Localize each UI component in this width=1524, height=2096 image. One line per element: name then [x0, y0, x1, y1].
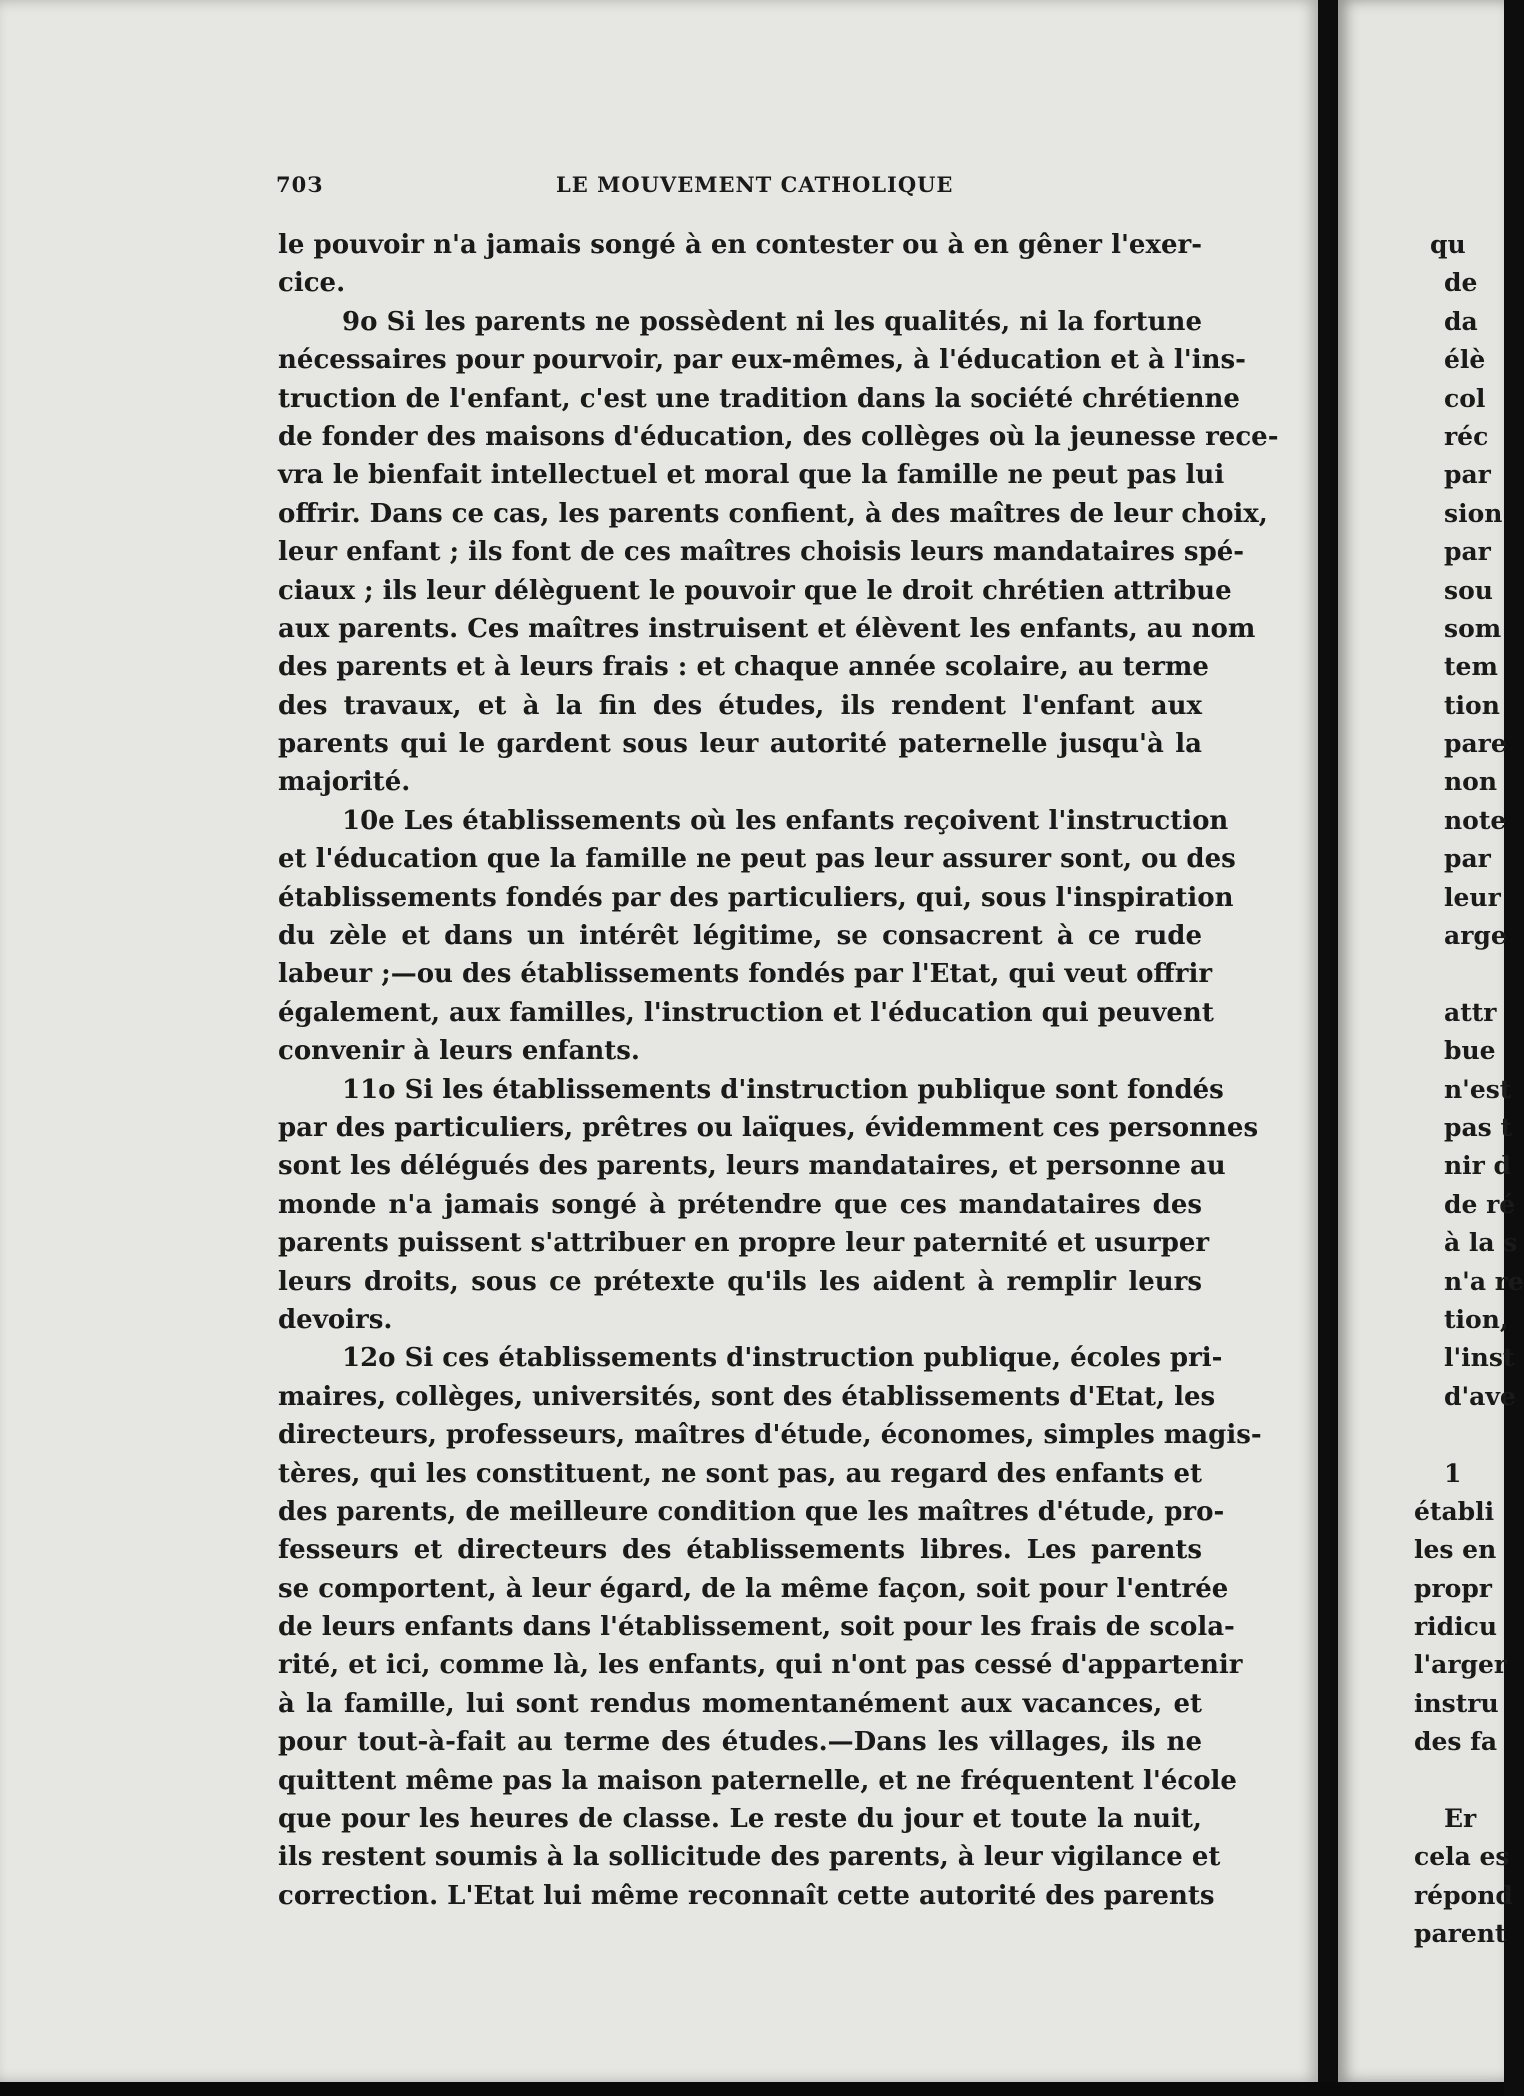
- fragment-line: l'arger: [1414, 1650, 1508, 1680]
- text-line: des parents et à leurs frais : et chaque année scolaire, au terme: [278, 652, 1209, 683]
- text-line: de leurs enfants dans l'établissement, soit pour les frais de scola-: [278, 1612, 1235, 1643]
- text-line: rité, et ici, comme là, les enfants, qui n'ont pas cessé d'appartenir: [278, 1650, 1243, 1681]
- fragment-line: à la s: [1444, 1228, 1518, 1258]
- fragment-line: bue: [1444, 1036, 1496, 1066]
- text-line: parents qui le gardent sous leur autorité paternelle jusqu'à la: [278, 729, 1202, 760]
- text-line: leur enfant ; ils font de ces maîtres choisis leurs mandataires spé-: [278, 537, 1245, 568]
- text-line: se comportent, à leur égard, de la même façon, soit pour l'entrée: [278, 1573, 1229, 1604]
- text-line: cice.: [278, 268, 346, 299]
- text-line: établissements fondés par des particuliers, qui, sous l'inspiration: [278, 882, 1234, 913]
- fragment-line: des fa: [1414, 1727, 1498, 1757]
- fragment-line: l'inst: [1444, 1343, 1515, 1373]
- fragment-line: par: [1444, 460, 1491, 490]
- text-line: également, aux familles, l'instruction et l'éducation qui peuvent: [278, 997, 1214, 1028]
- fragment-line: [1414, 1416, 1524, 1454]
- page-number: 70З: [276, 172, 324, 197]
- text-line: fesseurs et directeurs des établissements libres. Les parents: [278, 1535, 1202, 1566]
- fragment-line: d'ave: [1444, 1381, 1516, 1411]
- text-line: majorité.: [278, 767, 411, 798]
- fragment-line: sou: [1444, 575, 1493, 605]
- fragment-line: tion: [1444, 690, 1500, 720]
- fragment-line: nir d: [1444, 1151, 1512, 1181]
- fragment-line: arge: [1444, 921, 1507, 951]
- text-line: 10e Les établissements où les enfants reçoivent l'instruction: [342, 805, 1229, 836]
- text-line: des travaux, et à la fin des études, ils rendent l'enfant aux: [278, 690, 1202, 721]
- fragment-line: établi: [1414, 1496, 1495, 1526]
- text-line: pour tout-à-fait au terme des études.—Dans les villages, ils ne: [278, 1727, 1202, 1758]
- text-line: tères, qui les constituent, ne sont pas, au regard des enfants et: [278, 1458, 1202, 1489]
- text-line: correction. L'Etat lui même reconnaît cette autorité des parents: [278, 1880, 1215, 1911]
- text-line: labeur ;—ou des établissements fondés par l'Etat, qui veut offrir: [278, 959, 1213, 990]
- right-page-fragment: [1338, 0, 1524, 2082]
- fragment-line: [1414, 955, 1524, 993]
- running-head: LE MOUVEMENT CATHOLIQUE: [556, 172, 954, 197]
- fragment-line: pare: [1444, 729, 1507, 759]
- fragment-line: instru: [1414, 1688, 1499, 1718]
- fragment-line: cela es: [1414, 1842, 1510, 1872]
- scan-border: [0, 2082, 1504, 2096]
- fragment-line: tion,: [1444, 1304, 1509, 1334]
- fragment-line: réc: [1444, 421, 1489, 451]
- text-line: 9o Si les parents ne possèdent ni les qualités, ni la fortune: [342, 306, 1202, 337]
- fragment-line: parent: [1414, 1919, 1507, 1949]
- fragment-line: qu: [1430, 230, 1466, 259]
- fragment-line: [1414, 1762, 1524, 1800]
- text-line: ciaux ; ils leur délèguent le pouvoir que le droit chrétien attribue: [278, 575, 1232, 606]
- fragment-line: attr: [1444, 997, 1497, 1027]
- text-line: à la famille, lui sont rendus momentanément aux vacances, et: [278, 1688, 1202, 1719]
- fragment-line: Er: [1444, 1804, 1477, 1834]
- fragment-line: n'a re: [1444, 1266, 1524, 1296]
- fragment-line: de: [1444, 268, 1478, 298]
- body-text: [278, 226, 1279, 1915]
- page-header: [276, 172, 1206, 212]
- right-page-text: [1414, 226, 1524, 1954]
- fragment-line: par: [1444, 537, 1491, 567]
- text-line: de fonder des maisons d'éducation, des collèges où la jeunesse rece-: [278, 421, 1279, 452]
- text-line: maires, collèges, universités, sont des établissements d'Etat, les: [278, 1381, 1216, 1412]
- text-line: monde n'a jamais songé à prétendre que ces mandataires des: [278, 1189, 1202, 1220]
- text-line: convenir à leurs enfants.: [278, 1036, 640, 1067]
- fragment-line: sion: [1444, 498, 1503, 528]
- fragment-line: leur: [1444, 882, 1501, 912]
- fragment-line: som: [1444, 613, 1502, 643]
- text-line: directeurs, professeurs, maîtres d'étude, économes, simples magis-: [278, 1420, 1262, 1451]
- fragment-line: note: [1444, 805, 1507, 835]
- fragment-line: de ré: [1444, 1189, 1516, 1219]
- text-line: devoirs.: [278, 1304, 393, 1335]
- text-line: du zèle et dans un intérêt légitime, se consacrent à ce rude: [278, 921, 1202, 952]
- fragment-line: propr: [1414, 1573, 1492, 1603]
- text-line: truction de l'enfant, c'est une tradition dans la société chrétienne: [278, 383, 1240, 414]
- text-line: leurs droits, sous ce prétexte qu'ils les aident à remplir leurs: [278, 1266, 1202, 1297]
- text-line: sont les délégués des parents, leurs mandataires, et personne au: [278, 1151, 1226, 1182]
- fragment-line: 1: [1444, 1458, 1462, 1488]
- text-line: 12o Si ces établissements d'instruction publique, écoles pri-: [342, 1343, 1223, 1374]
- fragment-line: répond: [1414, 1880, 1513, 1910]
- fragment-line: n'est: [1444, 1074, 1512, 1104]
- fragment-line: tem: [1444, 652, 1498, 682]
- fragment-line: non: [1444, 767, 1498, 797]
- text-line: offrir. Dans ce cas, les parents confient, à des maîtres de leur choix,: [278, 498, 1268, 529]
- text-line: 11o Si les établissements d'instruction publique sont fondés: [342, 1074, 1224, 1105]
- text-line: nécessaires pour pourvoir, par eux-mêmes, à l'éducation et à l'ins-: [278, 345, 1246, 376]
- fragment-line: par: [1444, 844, 1491, 874]
- text-line: ils restent soumis à la sollicitude des parents, à leur vigilance et: [278, 1842, 1221, 1873]
- text-line: et l'éducation que la famille ne peut pas leur assurer sont, ou des: [278, 844, 1236, 875]
- text-line: parents puissent s'attribuer en propre leur paternité et usurper: [278, 1228, 1210, 1259]
- fragment-line: ridicu: [1414, 1612, 1498, 1642]
- fragment-line: col: [1444, 383, 1486, 413]
- text-line: le pouvoir n'a jamais songé à en contester ou à en gêner l'exer-: [278, 230, 1202, 260]
- text-line: aux parents. Ces maîtres instruisent et élèvent les enfants, au nom: [278, 613, 1256, 644]
- text-line: des parents, de meilleure condition que les maîtres d'étude, pro-: [278, 1496, 1225, 1527]
- text-line: que pour les heures de classe. Le reste du jour et toute la nuit,: [278, 1804, 1202, 1835]
- text-line: vra le bienfait intellectuel et moral que la famille ne peut pas lui: [278, 460, 1225, 491]
- text-line: quittent même pas la maison paternelle, et ne fréquentent l'école: [278, 1765, 1237, 1796]
- text-line: par des particuliers, prêtres ou laïques, évidemment ces personnes: [278, 1112, 1259, 1143]
- fragment-line: pas t: [1444, 1112, 1513, 1142]
- fragment-line: les en: [1414, 1535, 1497, 1565]
- fragment-line: da: [1444, 306, 1478, 336]
- fragment-line: élè: [1444, 345, 1486, 375]
